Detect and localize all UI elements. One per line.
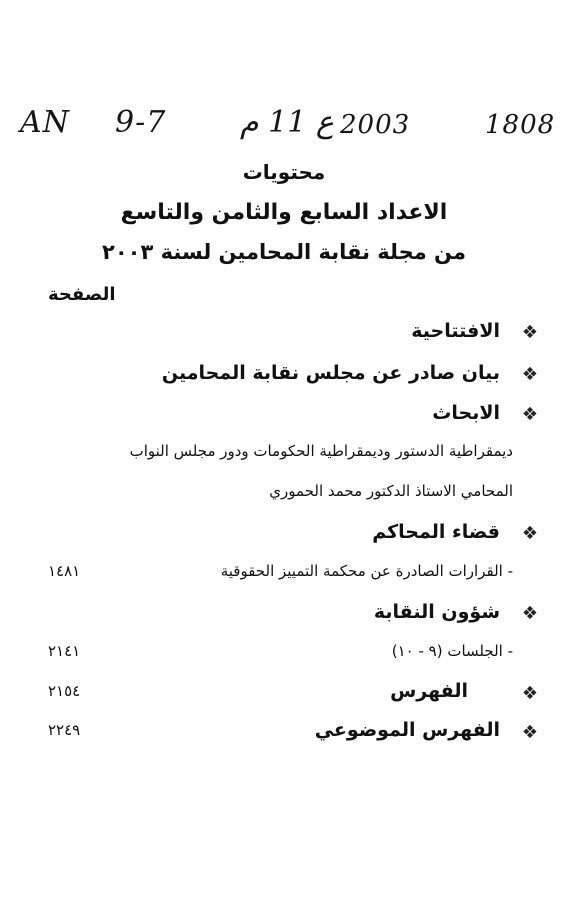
- toc-court-rulings-line: - القرارات الصادرة عن محكمة التمييز الحقوقية: [220, 562, 513, 580]
- toc-sessions-line: - الجلسات (٩ - ١٠): [391, 642, 513, 660]
- toc-heading-subject-index: الفهرس الموضوعي: [314, 719, 500, 741]
- bullet-icon: ❖: [521, 683, 539, 704]
- bullet-icon: ❖: [521, 603, 539, 624]
- handwritten-annotation-1: AN: [20, 105, 70, 140]
- toc-heading-court-rulings: قضاء المحاكم: [372, 521, 500, 543]
- toc-heading-editorial: الافتتاحية: [411, 320, 500, 342]
- page-number: ٢٢٤٩: [48, 721, 81, 739]
- toc-research-author: المحامي الاستاذ الدكتور محمد الحموري: [269, 482, 513, 500]
- page-number: ٢١٥٤: [48, 682, 81, 700]
- page-title: محتويات: [242, 160, 326, 184]
- page-number: ٢١٤١: [48, 642, 81, 660]
- bullet-icon: ❖: [521, 404, 539, 425]
- toc-heading-index: الفهرس: [390, 680, 468, 702]
- toc-heading-statement: بيان صادر عن مجلس نقابة المحامين: [161, 362, 500, 384]
- page-number: ١٤٨١: [48, 562, 81, 580]
- toc-heading-research: الابحاث: [432, 402, 500, 424]
- handwritten-annotation-3: ع 11 م: [240, 105, 334, 140]
- bullet-icon: ❖: [521, 523, 539, 544]
- bullet-icon: ❖: [521, 722, 539, 743]
- page-column-header: الصفحة: [48, 284, 116, 305]
- bullet-icon: ❖: [521, 364, 539, 385]
- handwritten-annotation-4: 2003: [340, 110, 411, 140]
- subtitle-journal: من مجلة نقابة المحامين لسنة ٢٠٠٣: [102, 240, 466, 264]
- toc-research-title: ديمقراطية الدستور وديمقراطية الحكومات ودور مجلس النواب: [129, 442, 513, 460]
- handwritten-annotation-5: 1808: [485, 110, 556, 140]
- handwritten-annotation-2: 9-7: [115, 105, 167, 140]
- subtitle-issues: الاعداد السابع والثامن والتاسع: [120, 200, 448, 225]
- bullet-icon: ❖: [521, 322, 539, 343]
- toc-heading-syndicate-affairs: شؤون النقابة: [373, 601, 500, 623]
